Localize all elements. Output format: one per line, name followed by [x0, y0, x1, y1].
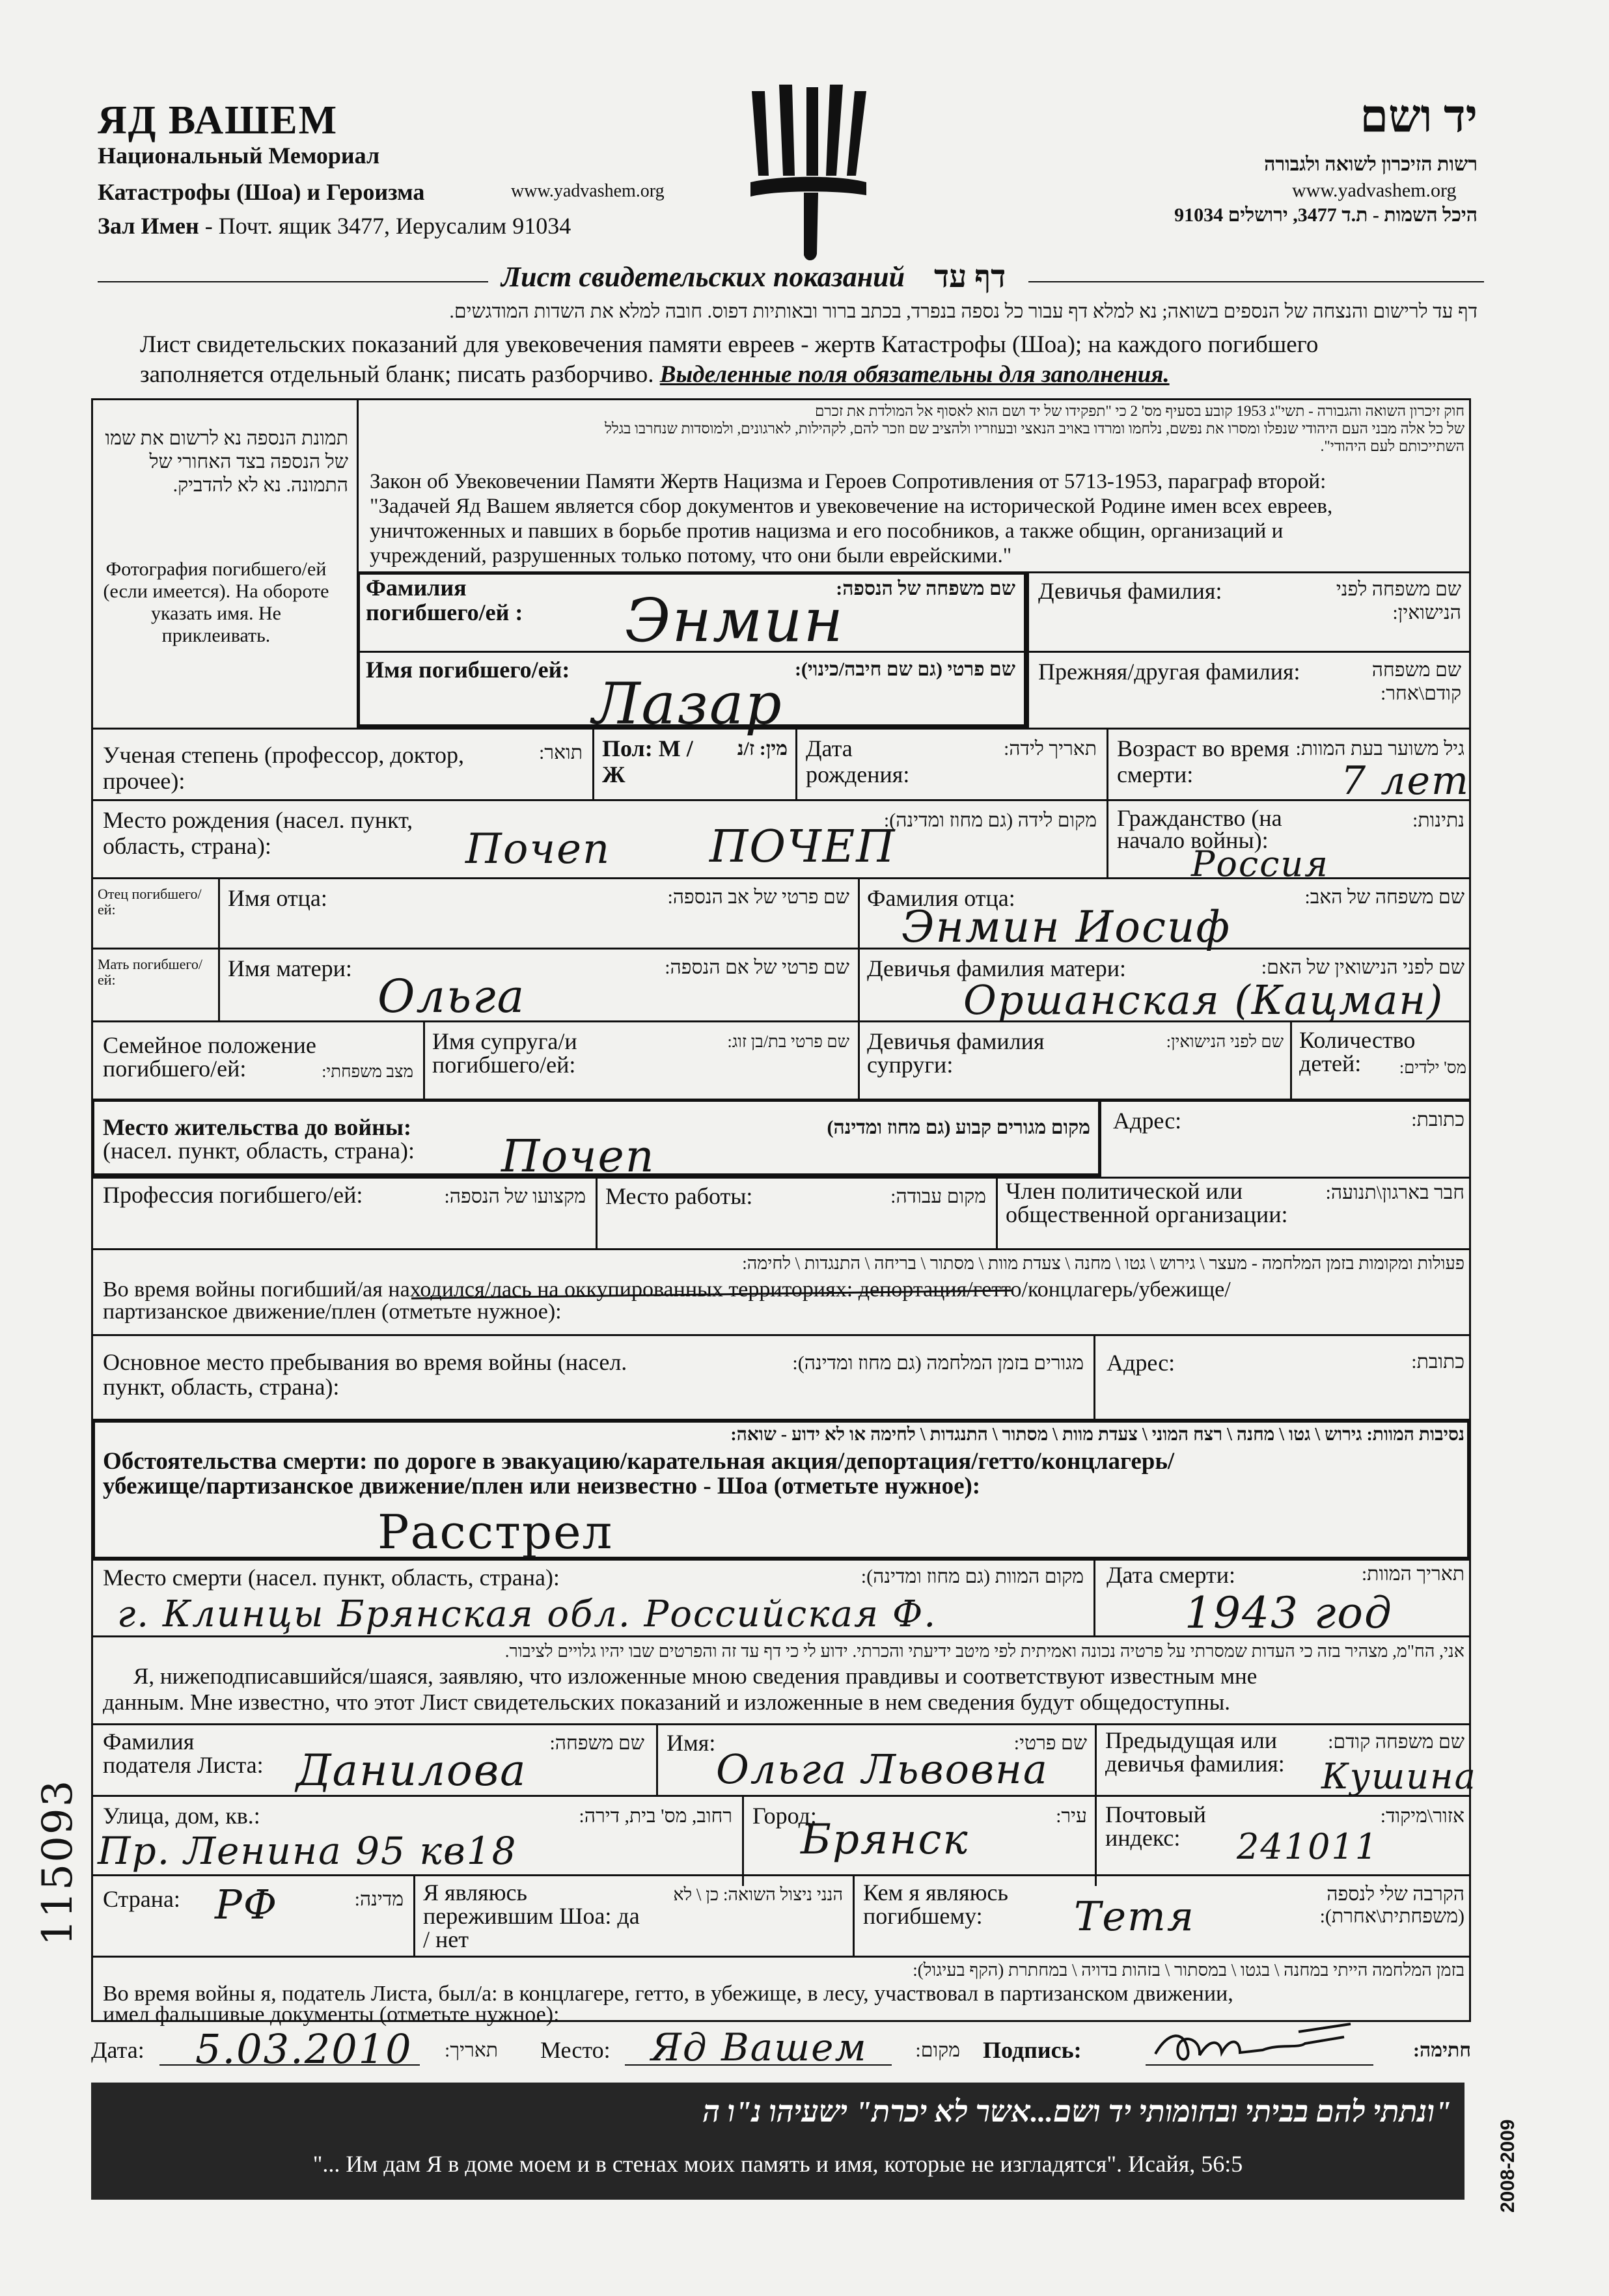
- sign-label-he: חתימה:: [1413, 2040, 1471, 2061]
- prev-surname-label-ru: Прежняя/другая фамилия:: [1038, 659, 1300, 685]
- law-ru-3: уничтоженных и павших в борьбе против нацизма и его пособников, а также общин, организаций и: [370, 519, 1284, 543]
- workplace-label-he: מקום עבודה:: [890, 1186, 986, 1207]
- age-label-ru: Возраст во время смерти:: [1117, 735, 1289, 787]
- row-line-surname: [357, 651, 1471, 653]
- children-label-ru: Количество детей:: [1299, 1027, 1416, 1076]
- address-label-he: כתובת:: [1411, 1109, 1465, 1130]
- header-website: www.yadvashem.org: [511, 181, 665, 201]
- marital-label-he: מצב משפחתי:: [322, 1062, 413, 1081]
- row-line-profession: [91, 1177, 1471, 1179]
- footer-quote-ru: "... Им дам Я в доме моем и в стенах моих память и имя, которые не изгладятся". Исайя, 56:5: [312, 2151, 1243, 2177]
- law-he-3: השתייכותם לעם היהודי".: [1320, 438, 1465, 454]
- header-ru-title: ЯД ВАШЕМ: [98, 98, 338, 143]
- survivor-label-ru: Я являюсь пережившим Шоа: да / нет: [423, 1879, 640, 1952]
- row-line-submitter: [91, 1723, 1471, 1725]
- stamp-number: 115093: [34, 1779, 82, 1946]
- death-place-label-he: מקום המוות (גם מחוז ומדינה):: [860, 1566, 1084, 1587]
- country-label-ru: Страна:: [103, 1886, 180, 1912]
- children-label-he: מס' ילדים:: [1399, 1058, 1466, 1077]
- col-line-war-address: [1093, 1334, 1095, 1419]
- war-label-ru-1: Во время войны погибший/ая находился/лась на оккупированных территориях: депортация/гетто/концлагерь/убежище/: [103, 1278, 1231, 1302]
- residence-label-he: מקום מגורים קבוע (גם מחוז ומדינה): [827, 1117, 1090, 1138]
- submitter-surname-label-he: שם משפחה:: [549, 1732, 644, 1754]
- footer-quote-band: [91, 2083, 1465, 2200]
- citizenship-value[interactable]: Россия: [1191, 843, 1329, 884]
- header-ru-line2: Катастрофы (Шоа) и Героизма: [98, 179, 425, 205]
- row-line-birthplace: [91, 799, 1471, 801]
- street-label-ru: Улица, дом, кв.:: [103, 1803, 260, 1829]
- title-rule-right: [1028, 281, 1484, 282]
- address-label-ru: Адрес:: [1113, 1108, 1182, 1134]
- sign-place-label-he: מקום:: [915, 2040, 960, 2061]
- declaration-he: אני, הח"מ, מצהיר בזה כי העדות שמסרתי על פרטיה נכונה ואמיתית לפי מיטב ידיעתי והכרתי. ידוע לי כי דף עד זה והפרטים שבו יהיו גלויים לציבור.: [504, 1641, 1465, 1661]
- form-title-ru: Лист свидетельских показаний: [501, 261, 905, 293]
- sex-label-ru: Пол: М / Ж: [602, 735, 693, 787]
- col-line-relation: [853, 1874, 855, 1956]
- declaration-ru-1: Я, нижеподписавшийся/шаяся, заявляю, что изложенные мною сведения правдивы и соответствуют известным мне: [133, 1663, 1258, 1689]
- submitter-prev-label-ru: Предыдущая или девичья фамилия:: [1105, 1727, 1285, 1777]
- maiden-label-he: שם משפחה לפני הנישואין:: [1336, 579, 1461, 623]
- mother-maiden-value[interactable]: Оршанская (Кацман): [963, 976, 1444, 1024]
- col-line-children: [1290, 1020, 1292, 1099]
- row-line-declaration: [91, 1635, 1471, 1637]
- sign-place-rule: [625, 2064, 892, 2066]
- birthplace-label-ru: Место рождения (насел. пункт, область, страна):: [103, 807, 413, 859]
- death-date-label-ru: Дата смерти:: [1107, 1562, 1236, 1588]
- death-place-value[interactable]: г. Клинцы Брянская обл. Российская Ф.: [117, 1593, 937, 1635]
- firstname-label-ru: Имя погибшего/ей:: [366, 657, 570, 683]
- col-line-submitter-name: [656, 1723, 658, 1795]
- submitter-surname-value[interactable]: Данилова: [296, 1745, 527, 1796]
- age-value[interactable]: 7 лет: [1341, 758, 1470, 804]
- submitter-name-label-he: שם פרטי:: [1013, 1732, 1087, 1754]
- header-ru-line3-address: - Почт. ящик 3477, Иерусалим 91034: [199, 213, 571, 239]
- header-ru-line3-hall: Зал Имен: [98, 213, 199, 239]
- zip-label-he: אזור\מיקוד:: [1380, 1805, 1465, 1827]
- row-line-father: [91, 877, 1471, 879]
- death-circ-label-ru-1: Обстоятельства смерти: по дороге в эвакуацию/карательная акция/депортация/гетто/концлагерь/: [103, 1448, 1175, 1475]
- sign-date-label-he: תאריך:: [445, 2040, 498, 2061]
- relation-label-he: הקרבה שלי לנספה (משפחתית\אחרת):: [1319, 1883, 1465, 1927]
- citizenship-label-ru: Гражданство (на начало войны):: [1117, 805, 1282, 853]
- sign-place-label-ru: Место:: [540, 2037, 611, 2063]
- degree-label-he: תואר:: [538, 742, 583, 763]
- city-label-ru: Город:: [752, 1803, 817, 1829]
- death-circ-label-ru-2: убежище/партизанское движение/плен или неизвестно - Шоа (отметьте нужное):: [103, 1473, 981, 1499]
- death-circ-label-he: נסיבות המוות: גירוש \ גטו \ מחנה \ רצח המוני \ צעדת מוות \ מסתור \ התנגדות \ לחימה או לא ידוע - שואה:: [730, 1425, 1465, 1445]
- birthplace-value-1[interactable]: Почеп: [465, 825, 611, 873]
- residence-label-ru2: (насел. пункт, область, страна):: [103, 1138, 415, 1164]
- col-line-death-date: [1093, 1561, 1095, 1635]
- instructions-ru-line2-plain: заполняется отдельный бланк; писать разборчиво.: [140, 361, 660, 388]
- street-value[interactable]: Пр. Ленина 95 кв18: [98, 1829, 517, 1873]
- submitter-name-value[interactable]: Ольга Львовна: [716, 1745, 1049, 1793]
- org-label-ru: Член политической или общественной организации:: [1006, 1178, 1288, 1227]
- city-value[interactable]: Брянск: [801, 1816, 969, 1864]
- header-he-title: יד ושם: [1360, 92, 1478, 142]
- col-line-citizenship: [1107, 799, 1108, 877]
- col-line-survivor: [413, 1874, 415, 1956]
- war-underline-mark: [410, 1285, 1015, 1304]
- city-label-he: עיר:: [1056, 1805, 1087, 1827]
- row-line-degree: [91, 728, 1471, 730]
- mother-maiden-label-he: שם לפני הנישואין של האם:: [1261, 957, 1465, 978]
- law-ru-1: Закон об Увековечении Памяти Жертв Нацизма и Героев Сопротивления от 5713-1953, параграф второй:: [370, 470, 1327, 493]
- col-line-sex: [592, 728, 594, 799]
- instructions-ru-required: Выделенные поля обязательны для заполнения.: [659, 361, 1170, 388]
- relation-value[interactable]: Тетя: [1074, 1893, 1195, 1940]
- mother-name-label-he: שם פרטי של אם הנספה:: [665, 957, 849, 978]
- surname-label-ru: Фамилия погибшего/ей :: [366, 575, 523, 625]
- header-he-line2: היכל השמות - ת.ד 3477, ירושלים 91034: [1174, 204, 1478, 226]
- father-name-label-he: שם פרטי של אב הנספה:: [667, 886, 849, 908]
- col-line-spouse-maiden: [858, 1020, 860, 1099]
- row-line-street: [91, 1795, 1471, 1797]
- sex-label-he: מין: ז/נ: [737, 738, 788, 759]
- death-date-label-he: תאריך המוות:: [1361, 1563, 1465, 1585]
- sign-place-value[interactable]: Яд Вашем: [651, 2025, 868, 2070]
- submitter-war-ru-1: Во время войны я, податель Листа, был/а: в концлагере, гетто, в убежище, в лесу, участвовал в партизанском движении,: [103, 1982, 1233, 2006]
- submitter-surname-label-ru: Фамилия подателя Листа:: [103, 1729, 264, 1778]
- death-place-label-ru: Место смерти (насел. пункт, область, страна):: [103, 1565, 560, 1591]
- profession-label-he: מקצועו של הנספה:: [444, 1186, 586, 1207]
- org-label-he: חבר בארגון\תנועה:: [1325, 1182, 1465, 1203]
- spouse-label-ru: Имя супруга/и погибшего/ей:: [432, 1028, 577, 1078]
- country-label-he: מדינה:: [354, 1889, 404, 1910]
- workplace-label-ru: Место работы:: [605, 1183, 753, 1209]
- birthdate-label-ru: Дата рождения:: [806, 735, 910, 787]
- spouse-maiden-label-ru: Девичья фамилия супруги:: [867, 1028, 1045, 1078]
- law-he-1: חוק זיכרון השואה והגבורה - תשי"ג 1953 קובע בסעיף מס' 2 כי "תפקידו של יד ושם הוא לאסוף אל המולדת את זכרם: [814, 403, 1465, 419]
- submitter-war-ru-2: имел фальшивые документы (отметьте нужное):: [103, 2002, 560, 2027]
- zip-value[interactable]: 241011: [1237, 1826, 1379, 1867]
- col-line-maiden: [1027, 571, 1029, 728]
- sign-date-rule: [159, 2064, 420, 2066]
- mother-label: Мать погибшего/ей:: [98, 956, 202, 988]
- photo-he: תמונת הנספה נא לרשום את שמו של הנספה בצד האחורי של התמונה. נא לא להדביק.: [105, 428, 348, 496]
- form-title-he: דף עד: [934, 260, 1006, 294]
- header-he-line1: רשות הזיכרון לשואה ולגבורה: [1264, 154, 1478, 175]
- residence-label-ru: Место жительства до войны:: [103, 1114, 411, 1140]
- sign-rule: [1146, 2064, 1373, 2066]
- col-line-spouse: [423, 1020, 425, 1099]
- father-label: Отец погибшего/ей:: [98, 886, 202, 918]
- age-label-he: גיל משוער בעת המוות:: [1295, 738, 1465, 759]
- residence-value[interactable]: Почеп: [501, 1131, 655, 1182]
- law-ru-2: "Задачей Яд Вашем является сбор документов и увековечение на исторической Родине имен всех евреев,: [370, 495, 1333, 518]
- footer-years: 2008-2009: [1497, 2119, 1519, 2213]
- profession-label-ru: Профессия погибшего/ей:: [103, 1182, 363, 1208]
- survivor-label-he: הנני ניצול השואה: כן \ לא: [673, 1885, 843, 1904]
- war-place-label-he: מגורים בזמן המלחמה (גם מחוז ומדינה):: [792, 1352, 1084, 1374]
- father-value[interactable]: Энмин Иосиф: [901, 902, 1231, 952]
- surname-label-he: שם משפחה של הנספה:: [836, 578, 1015, 599]
- row-line-law: [357, 571, 1471, 573]
- row-line-marital: [91, 1020, 1471, 1022]
- citizenship-label-he: נתינות:: [1412, 810, 1465, 831]
- birthplace-value-2[interactable]: ПОЧЕП: [709, 821, 896, 873]
- submitter-name-label-ru: Имя:: [667, 1730, 716, 1756]
- relation-label-ru: Кем я являюсь погибшему:: [863, 1879, 1008, 1929]
- row-line-war: [91, 1248, 1471, 1250]
- war-label-he: פעולות ומקומות בזמן המלחמה - מעצר \ גירוש \ גטו \ מחנה \ צעדת מוות \ מסתור \ בריחה \ התנגדות \ לחימה:: [742, 1253, 1465, 1273]
- sign-label-ru: Подпись:: [983, 2037, 1082, 2063]
- firstname-value[interactable]: Лазар: [592, 670, 783, 737]
- mother-name-value[interactable]: Ольга: [378, 970, 526, 1023]
- col-line-submitter-prev: [1095, 1723, 1097, 1886]
- signature-mark: [1149, 2017, 1364, 2070]
- war-address-label-ru: Адрес:: [1107, 1350, 1176, 1376]
- war-address-label-he: כתובת:: [1411, 1351, 1465, 1373]
- instructions-he: דף עד לרישום והנצחה של הנספים בשואה; נא למלא דף עבור כל נספה בנפרד, בכתב ברור ובאותיות דפוס. חובה למלא את השדות המודגשים.: [449, 301, 1478, 322]
- col-line-org: [996, 1177, 998, 1248]
- col-line-workplace: [596, 1177, 598, 1248]
- row-line-war-place: [91, 1334, 1471, 1336]
- row-line-country: [91, 1874, 1471, 1876]
- spouse-maiden-label-he: שם לפני הנישואין:: [1166, 1032, 1284, 1051]
- birthdate-label-he: תאריך לידה:: [1003, 738, 1097, 759]
- row-line-mother: [91, 948, 1471, 950]
- photo-ru: Фотография погибшего/ей (если имеется). На обороте указать имя. Не приклеивать.: [103, 558, 329, 646]
- sign-date-value[interactable]: 5.03.2010: [195, 2025, 413, 2073]
- prev-surname-label-he: שם משפחה קודם\אחר:: [1371, 659, 1461, 704]
- street-label-he: רחוב, מס' בית, דירה:: [579, 1805, 732, 1827]
- header-he-website: www.yadvashem.org: [1292, 180, 1457, 201]
- maiden-label-ru: Девичья фамилия:: [1038, 578, 1222, 604]
- surname-value[interactable]: Энмин: [625, 586, 845, 655]
- instructions-ru-line2: [140, 361, 1170, 389]
- yad-vashem-logo: [739, 78, 875, 267]
- law-ru-4: учреждений, разрушенных только потому, что они были еврейскими.": [370, 544, 1012, 567]
- degree-label-ru: Ученая степень (профессор, доктор, прочее):: [103, 742, 464, 794]
- father-name-label-ru: Имя отца:: [228, 885, 327, 911]
- header-ru-line3: [98, 212, 571, 239]
- mother-maiden-label-ru: Девичья фамилия матери:: [867, 955, 1127, 981]
- col-line-age: [1107, 728, 1108, 799]
- war-label-ru-2: партизанское движение/плен (отметьте нужное):: [103, 1300, 562, 1324]
- law-he-2: של כל אלה מבני העם היהודי שנפלו ומסרו את נפשם, נלחמו ומרדו באויב הנאצי ובעוזריו ולהציב שם וזכר להם, לקהילות, לארגונים, ולמוסדות שנחרבו בגלל: [605, 420, 1465, 437]
- row-line-submitter-war: [91, 1956, 1471, 1958]
- death-date-value[interactable]: 1943 год: [1185, 1588, 1393, 1638]
- header-ru-line1: Национальный Мемориал: [98, 143, 380, 169]
- sign-date-label-ru: Дата:: [91, 2037, 144, 2063]
- mother-name-label-ru: Имя матери:: [228, 955, 352, 981]
- submitter-prev-label-he: שם משפחה קודם:: [1328, 1731, 1465, 1753]
- birthplace-label-he: מקום לידה (גם מחוז ומדינה):: [883, 810, 1097, 831]
- country-value[interactable]: РФ: [215, 1881, 279, 1928]
- death-circ-value[interactable]: Расстрел: [378, 1505, 614, 1559]
- marital-label-ru: Семейное положение погибшего/ей:: [103, 1032, 316, 1082]
- father-surname-label-he: שם משפחה של האב:: [1304, 886, 1465, 908]
- declaration-ru-2: данным. Мне известно, что этот Лист свидетельских показаний и изложенные в нем сведения будут общедоступны.: [103, 1689, 1230, 1715]
- submitter-prev-value[interactable]: Кушина: [1321, 1756, 1477, 1797]
- war-place-label-ru: Основное место пребывания во время войны (насел. пункт, область, страна):: [103, 1349, 627, 1400]
- instructions-ru-line1: Лист свидетельских показаний для увековечения памяти евреев - жертв Катастрофы (Шоа); на каждого погибшего: [140, 331, 1319, 358]
- zip-label-ru: Почтовый индекс:: [1105, 1801, 1206, 1851]
- firstname-label-he: שם פרטי (גם שם חיבה/כינוי):: [794, 659, 1015, 680]
- title-rule-left: [98, 281, 488, 282]
- father-surname-label-ru: Фамилия отца:: [867, 885, 1015, 911]
- col-line-city: [742, 1795, 744, 1886]
- spouse-label-he: שם פרטי בת/בן זוג:: [727, 1032, 849, 1051]
- submitter-war-he: בזמן המלחמה הייתי במחנה \ בגטו \ במסתור \ בזהות בדויה \ במחתרת (הקף בעיגול):: [913, 1960, 1465, 1980]
- footer-quote-he: "ונתתי להם בביתי ובחומותי יד ושם...אשר לא יכרת" ישעיהו נ"ו ה: [702, 2095, 1451, 2128]
- col-line-birthdate: [795, 728, 797, 799]
